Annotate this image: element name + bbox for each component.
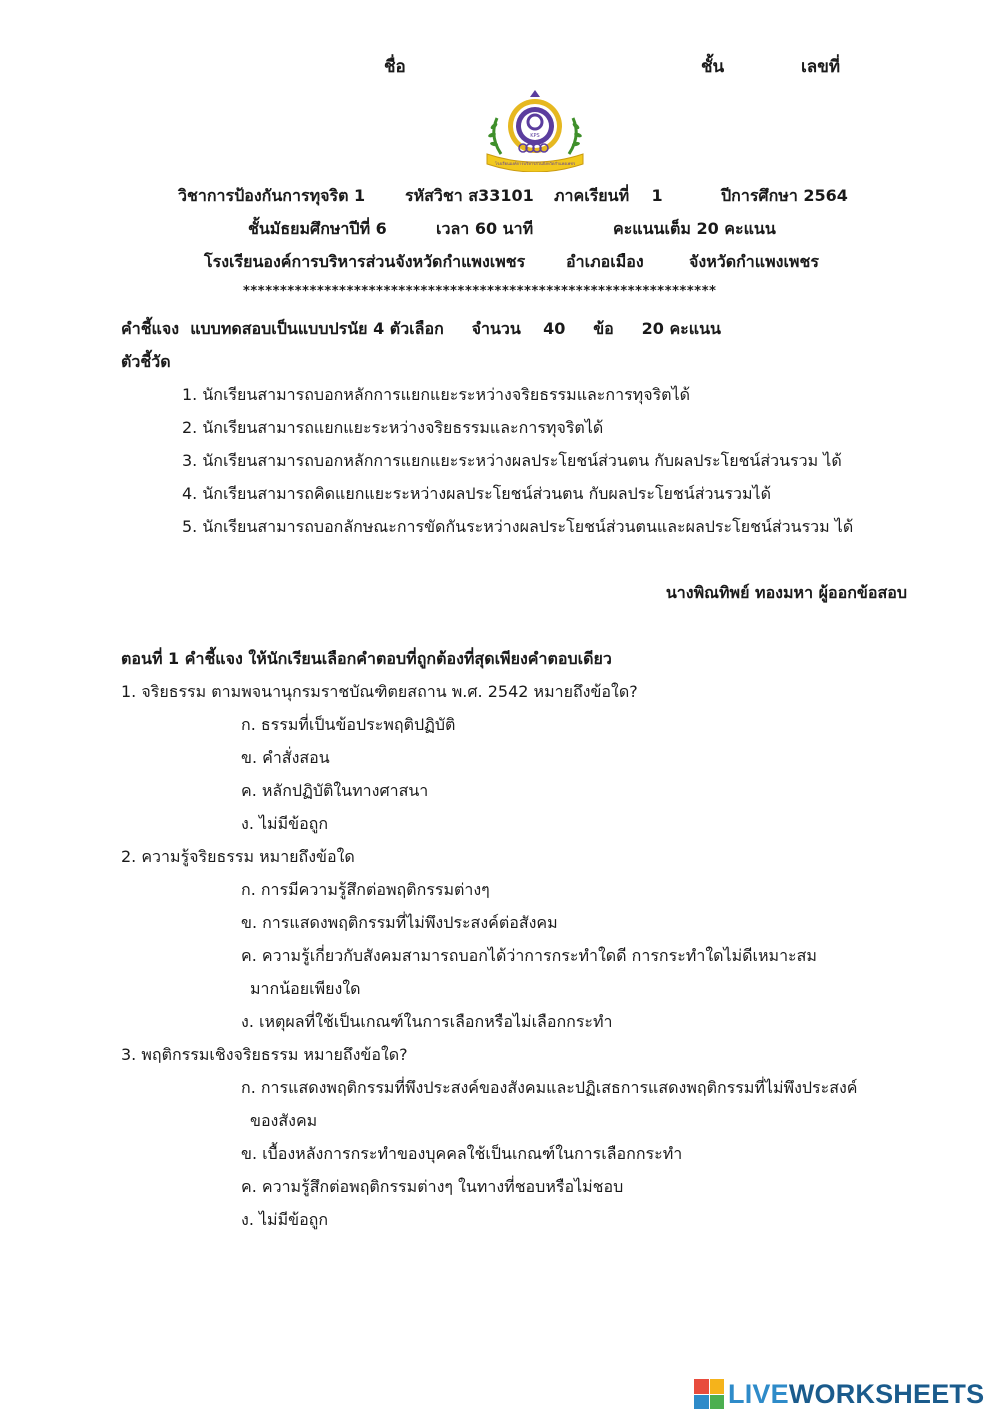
choice: ก. การมีความรู้สึกต่อพฤติกรรมต่างๆ — [241, 880, 490, 899]
number-label: เลขที่ — [801, 57, 841, 77]
emblem-text: KPS — [530, 133, 540, 139]
choice-continuation: ของสังคม — [250, 1111, 318, 1130]
liveworksheets-brand: LIVEWORKSHEETS — [728, 1378, 985, 1409]
ribbon-text: โรงเรียนองค์การบริหารส่วนจังหวัดกำแพงเพชร — [494, 161, 576, 166]
question-3: 3. พฤติกรรมเชิงจริยธรรม หมายถึงข้อใด? — [121, 1045, 408, 1064]
semester: ภาคเรียนที่ 1 — [554, 186, 663, 205]
separator-line: **************************************************************** — [243, 284, 717, 299]
choice: ง. ไม่มีข้อถูก — [241, 1210, 329, 1229]
class-label: ชั้น — [701, 57, 725, 77]
school-name: โรงเรียนองค์การบริหารส่วนจังหวัดกำแพงเพชร — [204, 252, 526, 271]
liveworksheets-logo — [694, 1376, 984, 1412]
grade-level: ชั้นมัธยมศึกษาปีที่ 6 — [248, 219, 387, 238]
indicator-item: 4. นักเรียนสามารถคิดแยกแยะระหว่างผลประโยชน์ส่วนตน กับผลประโยชน์ส่วนรวมได้ — [182, 484, 771, 503]
question-2: 2. ความรู้จริยธรรม หมายถึงข้อใด — [121, 847, 355, 866]
indicators-title: ตัวชี้วัด — [121, 352, 171, 371]
indicator-item: 5. นักเรียนสามารถบอกลักษณะการขัดกันระหว่างผลประโยชน์ส่วนตนและผลประโยชน์ส่วนรวม ได้ — [182, 517, 854, 536]
name-label: ชื่อ — [384, 57, 406, 77]
choice-continuation: มากน้อยเพียงใด — [250, 979, 361, 998]
choice: ค. ความรู้เกี่ยวกับสังคมสามารถบอกได้ว่าการกระทำใดดี การกระทำใดไม่ดีเหมาะสม — [241, 946, 817, 965]
question-1: 1. จริยธรรม ตามพจนานุกรมราชบัณฑิตยสถาน พ.ศ. 2542 หมายถึงข้อใด? — [121, 682, 638, 701]
full-score: คะแนนเต็ม 20 คะแนน — [613, 219, 776, 238]
subject-code: รหัสวิชา ส33101 — [405, 186, 534, 205]
choice: ค. หลักปฏิบัติในทางศาสนา — [241, 781, 429, 800]
choice: ข. การแสดงพฤติกรรมที่ไม่พึงประสงค์ต่อสังคม — [241, 913, 558, 932]
choice: ก. การแสดงพฤติกรรมที่พึงประสงค์ของสังคมและปฏิเสธการแสดงพฤติกรรมที่ไม่พึงประสงค์ — [241, 1078, 858, 1097]
liveworksheets-icon — [694, 1379, 724, 1409]
choice: ง. ไม่มีข้อถูก — [241, 814, 329, 833]
province: จังหวัดกำแพงเพชร — [689, 252, 819, 271]
exam-author: นางพิณทิพย์ ทองมหา ผู้ออกข้อสอบ — [665, 583, 907, 602]
indicator-item: 2. นักเรียนสามารถแยกแยะระหว่างจริยธรรมและการทุจริตได้ — [182, 418, 604, 437]
school-logo — [483, 88, 587, 172]
indicator-item: 1. นักเรียนสามารถบอกหลักการแยกแยะระหว่างจริยธรรมและการทุจริตได้ — [182, 385, 691, 404]
subject: วิชาการป้องกันการทุจริต 1 — [178, 186, 366, 205]
instructions: คำชี้แจง แบบทดสอบเป็นแบบปรนัย 4 ตัวเลือก จำนวน 40 ข้อ 20 คะแนน — [121, 319, 721, 338]
indicator-item: 3. นักเรียนสามารถบอกหลักการแยกแยะระหว่างผลประโยชน์ส่วนตน กับผลประโยชน์ส่วนรวม ได้ — [182, 451, 842, 470]
choice: ง. เหตุผลที่ใช้เป็นเกณฑ์ในการเลือกหรือไม่เลือกกระทำ — [241, 1012, 613, 1031]
exam-time: เวลา 60 นาที — [436, 219, 534, 238]
choice: ข. เบื้องหลังการกระทำของบุคคลใช้เป็นเกณฑ์ในการเลือกกระทำ — [241, 1144, 683, 1163]
district: อำเภอเมือง — [566, 252, 644, 271]
choice: ข. คำสั่งสอน — [241, 748, 330, 767]
choice: ค. ความรู้สึกต่อพฤติกรรมต่างๆ ในทางที่ชอบหรือไม่ชอบ — [241, 1177, 624, 1196]
academic-year: ปีการศึกษา 2564 — [721, 186, 848, 205]
choice: ก. ธรรมที่เป็นข้อประพฤติปฏิบัติ — [241, 715, 456, 734]
part1-title: ตอนที่ 1 คำชี้แจง ให้นักเรียนเลือกคำตอบที่ถูกต้องที่สุดเพียงคำตอบเดียว — [121, 649, 612, 668]
